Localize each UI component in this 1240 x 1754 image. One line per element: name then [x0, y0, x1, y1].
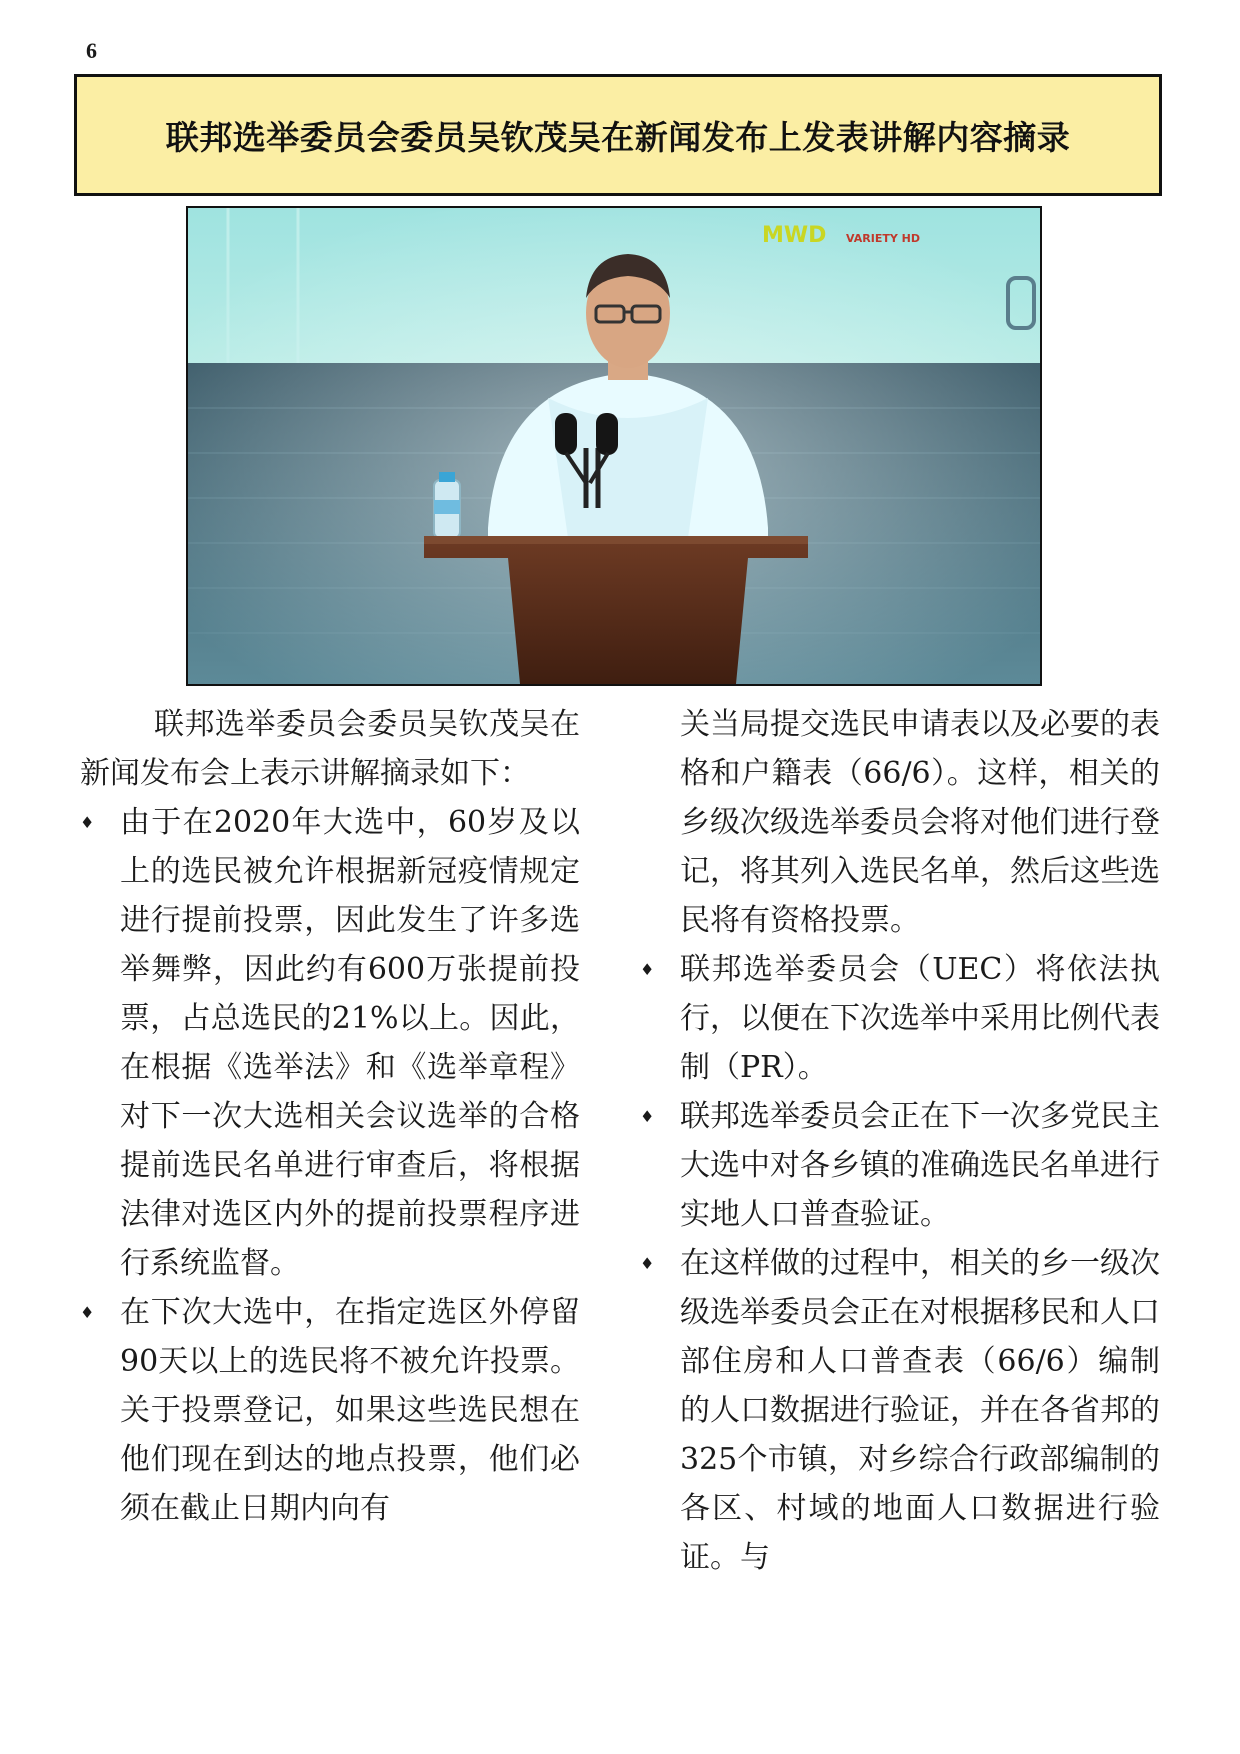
page-number: 6	[86, 38, 97, 63]
bullet-diamond-icon: ♦	[640, 960, 655, 979]
bullet-item	[80, 1288, 580, 1533]
bullet-item	[80, 798, 580, 1288]
bullet-text: 联邦选举委员会（UEC）将依法执行，以便在下次选举中采用比例代表制（PR）。	[680, 952, 1160, 1085]
title-banner	[74, 74, 1162, 196]
bullet-diamond-icon: ♦	[80, 1303, 95, 1322]
continued-text: 关当局提交选民申请表以及必要的表格和户籍表（66/6）。这样，相关的乡级次级选举委员会将对他们进行登记，将其列入选民名单，然后这些选民将有资格投票。	[680, 707, 1160, 938]
bullet-diamond-icon: ♦	[80, 813, 95, 832]
bullet-item	[640, 945, 1160, 1092]
bullet-diamond-icon: ♦	[640, 1107, 655, 1126]
article-intro: 联邦选举委员会委员吴钦茂吴在新闻发布会上表示讲解摘录如下：	[80, 707, 580, 791]
bullet-text: 联邦选举委员会正在下一次多党民主大选中对各乡镇的准确选民名单进行实地人口普查验证。	[680, 1099, 1160, 1232]
bullet-item	[640, 1239, 1160, 1582]
article-right-column	[640, 700, 1160, 1582]
press-conference-photo	[186, 206, 1042, 686]
bullet-text: 由于在2020年大选中，60岁及以上的选民被允许根据新冠疫情规定进行提前投票，因此发生了许多选举舞弊，因此约有600万张提前投票，占总选民的21%以上。因此，在根据《选举法》和《选举章程》对下一次大选相关会议选举的合格提前选民名单进行审查后，将根据法律对选区内外的提前投票程序进行系统监督。	[120, 805, 580, 1281]
page-title: 联邦选举委员会委员吴钦茂吴在新闻发布上发表讲解内容摘录	[165, 117, 1071, 157]
bullet-text: 在下次大选中，在指定选区外停留90天以上的选民将不被允许投票。关于投票登记，如果这些选民想在他们现在到达的地点投票，他们必须在截止日期内向有	[120, 1295, 580, 1526]
watermark-brand: MWD	[762, 223, 827, 248]
watermark-sub: VARIETY HD	[846, 232, 920, 245]
article-left-column	[80, 700, 580, 1533]
bullet-text: 在这样做的过程中，相关的乡一级次级选举委员会正在对根据移民和人口部住房和人口普查表（66/6）编制的人口数据进行验证，并在各省邦的325个市镇，对乡综合行政部编制的各区、村域的地面人口数据进行验证。与	[680, 1246, 1160, 1575]
bullet-diamond-icon: ♦	[640, 1254, 655, 1273]
bullet-item	[640, 1092, 1160, 1239]
